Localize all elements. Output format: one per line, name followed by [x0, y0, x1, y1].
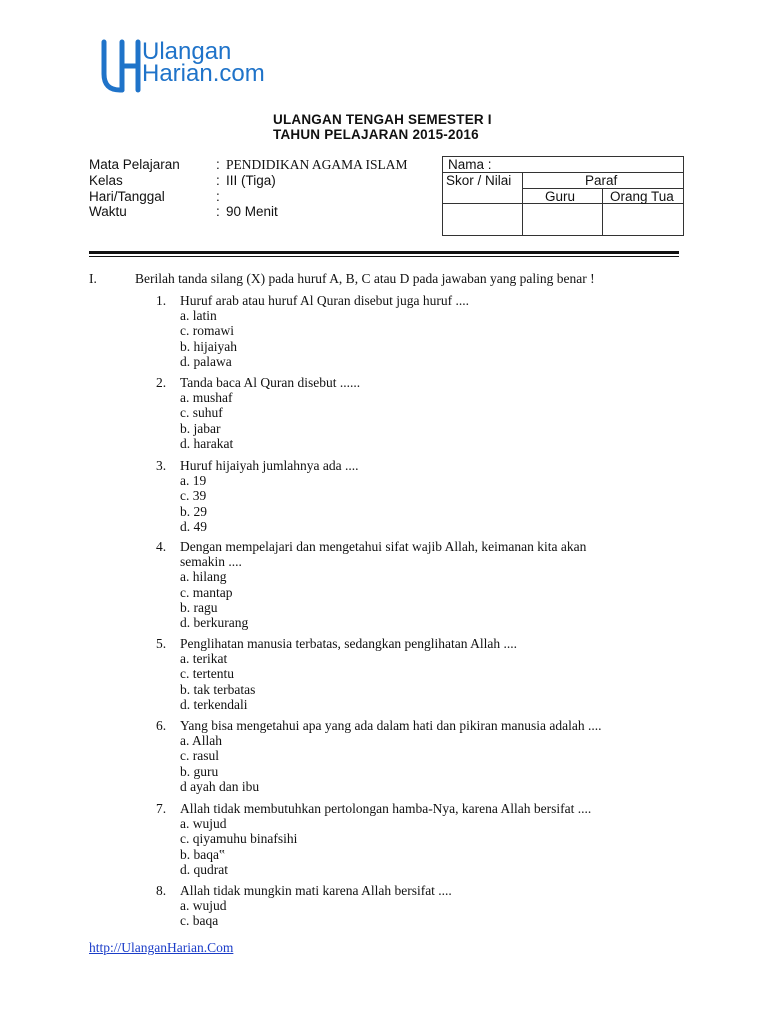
paraf-label: Paraf [585, 173, 618, 188]
score-box-divider [522, 172, 523, 235]
answer-option[interactable]: c. tertentu [180, 666, 234, 682]
guru-label: Guru [545, 189, 576, 204]
exam-year: TAHUN PELAJARAN 2015-2016 [273, 127, 479, 142]
logo-text-line2: Harian.com [142, 60, 265, 87]
answer-option[interactable]: b. baqa‟ [180, 846, 225, 862]
question-number: 5. [156, 636, 167, 651]
answer-option[interactable]: d. harakat [180, 435, 234, 451]
info-colon: : [216, 204, 220, 219]
answer-option[interactable]: c. mantap [180, 584, 233, 600]
info-label: Mata Pelajaran [89, 157, 180, 172]
info-label: Hari/Tanggal [89, 189, 165, 204]
question-number: 7. [156, 801, 167, 816]
answer-option[interactable]: d ayah dan ibu [180, 778, 260, 794]
question-text: semakin .... [180, 554, 242, 570]
answer-option[interactable]: d. berkurang [180, 615, 249, 630]
orang-tua-label: Orang Tua [610, 189, 674, 204]
answer-option[interactable]: a. terikat [180, 651, 228, 667]
answer-option[interactable]: a. 19 [180, 473, 207, 489]
answer-option[interactable]: a. latin [180, 308, 217, 324]
answer-option[interactable]: d. palawa [180, 353, 232, 369]
info-colon: : [216, 189, 220, 204]
question-number: 6. [156, 718, 167, 733]
answer-option[interactable]: c. rasul [180, 748, 219, 764]
name-field-label: Nama : [448, 157, 492, 172]
score-field-label: Skor / Nilai [446, 173, 512, 188]
answer-option[interactable]: a. wujud [180, 898, 227, 914]
score-box [442, 156, 684, 236]
question-text: Penglihatan manusia terbatas, sedangkan penglihatan Allah .... [180, 636, 518, 651]
info-label: Kelas [89, 173, 123, 188]
section-number: I. [89, 271, 97, 286]
answer-option[interactable]: c. 39 [180, 488, 207, 504]
site-logo [100, 38, 330, 98]
answer-option[interactable]: c. baqa [180, 913, 219, 929]
answer-option[interactable]: c. qiyamuhu binafsihi [180, 831, 298, 847]
question-text: Yang bisa mengetahui apa yang ada dalam hati dan pikiran manusia adalah .... [180, 718, 602, 733]
question-text: Allah tidak membutuhkan pertolongan hamba-Nya, karena Allah bersifat .... [180, 801, 592, 816]
answer-option[interactable]: c. romawi [180, 323, 234, 339]
question-text: Tanda baca Al Quran disebut ...... [180, 375, 361, 390]
answer-option[interactable]: b. jabar [180, 420, 221, 436]
answer-option[interactable]: b. 29 [180, 503, 207, 519]
answer-option[interactable]: d. qudrat [180, 861, 228, 877]
question-number: 4. [156, 539, 167, 554]
info-value: PENDIDIKAN AGAMA ISLAM [226, 157, 408, 172]
logo-text-line1: Ulangan [142, 38, 232, 65]
question-number: 3. [156, 458, 167, 473]
question-number: 2. [156, 375, 167, 390]
question-text: Huruf hijaiyah jumlahnya ada .... [180, 458, 359, 473]
info-label: Waktu [89, 204, 127, 219]
header-divider [89, 251, 679, 254]
answer-option[interactable]: c. suhuf [180, 405, 223, 421]
question-text: Dengan mempelajari dan mengetahui sifat wajib Allah, keimanan kita akan [180, 539, 587, 554]
info-value: III (Tiga) [226, 173, 276, 188]
answer-option[interactable]: b. ragu [180, 599, 218, 615]
answer-option[interactable]: d. 49 [180, 518, 207, 534]
answer-option[interactable]: a. mushaf [180, 390, 233, 406]
info-value: 90 Menit [226, 204, 278, 219]
section-instruction: Berilah tanda silang (X) pada huruf A, B, C atau D pada jawaban yang paling benar ! [135, 271, 595, 286]
answer-option[interactable]: a. hilang [180, 569, 227, 585]
answer-option[interactable]: a. wujud [180, 816, 227, 832]
score-box-divider [602, 188, 603, 235]
answer-option[interactable]: b. hijaiyah [180, 338, 237, 354]
answer-option[interactable]: b. guru [180, 763, 219, 779]
info-colon: : [216, 173, 220, 188]
question-text: Huruf arab atau huruf Al Quran disebut juga huruf .... [180, 293, 470, 308]
question-text: Allah tidak mungkin mati karena Allah bersifat .... [180, 883, 452, 898]
header-divider-thin [89, 256, 679, 257]
footer-link[interactable]: http://UlanganHarian.Com [89, 940, 234, 955]
answer-option[interactable]: b. tak terbatas [180, 681, 256, 697]
info-colon: : [216, 157, 220, 172]
question-number: 1. [156, 293, 167, 308]
answer-option[interactable]: d. terkendali [180, 696, 248, 712]
answer-option[interactable]: a. Allah [180, 733, 222, 749]
exam-title: ULANGAN TENGAH SEMESTER I [273, 112, 492, 127]
question-number: 8. [156, 883, 167, 898]
